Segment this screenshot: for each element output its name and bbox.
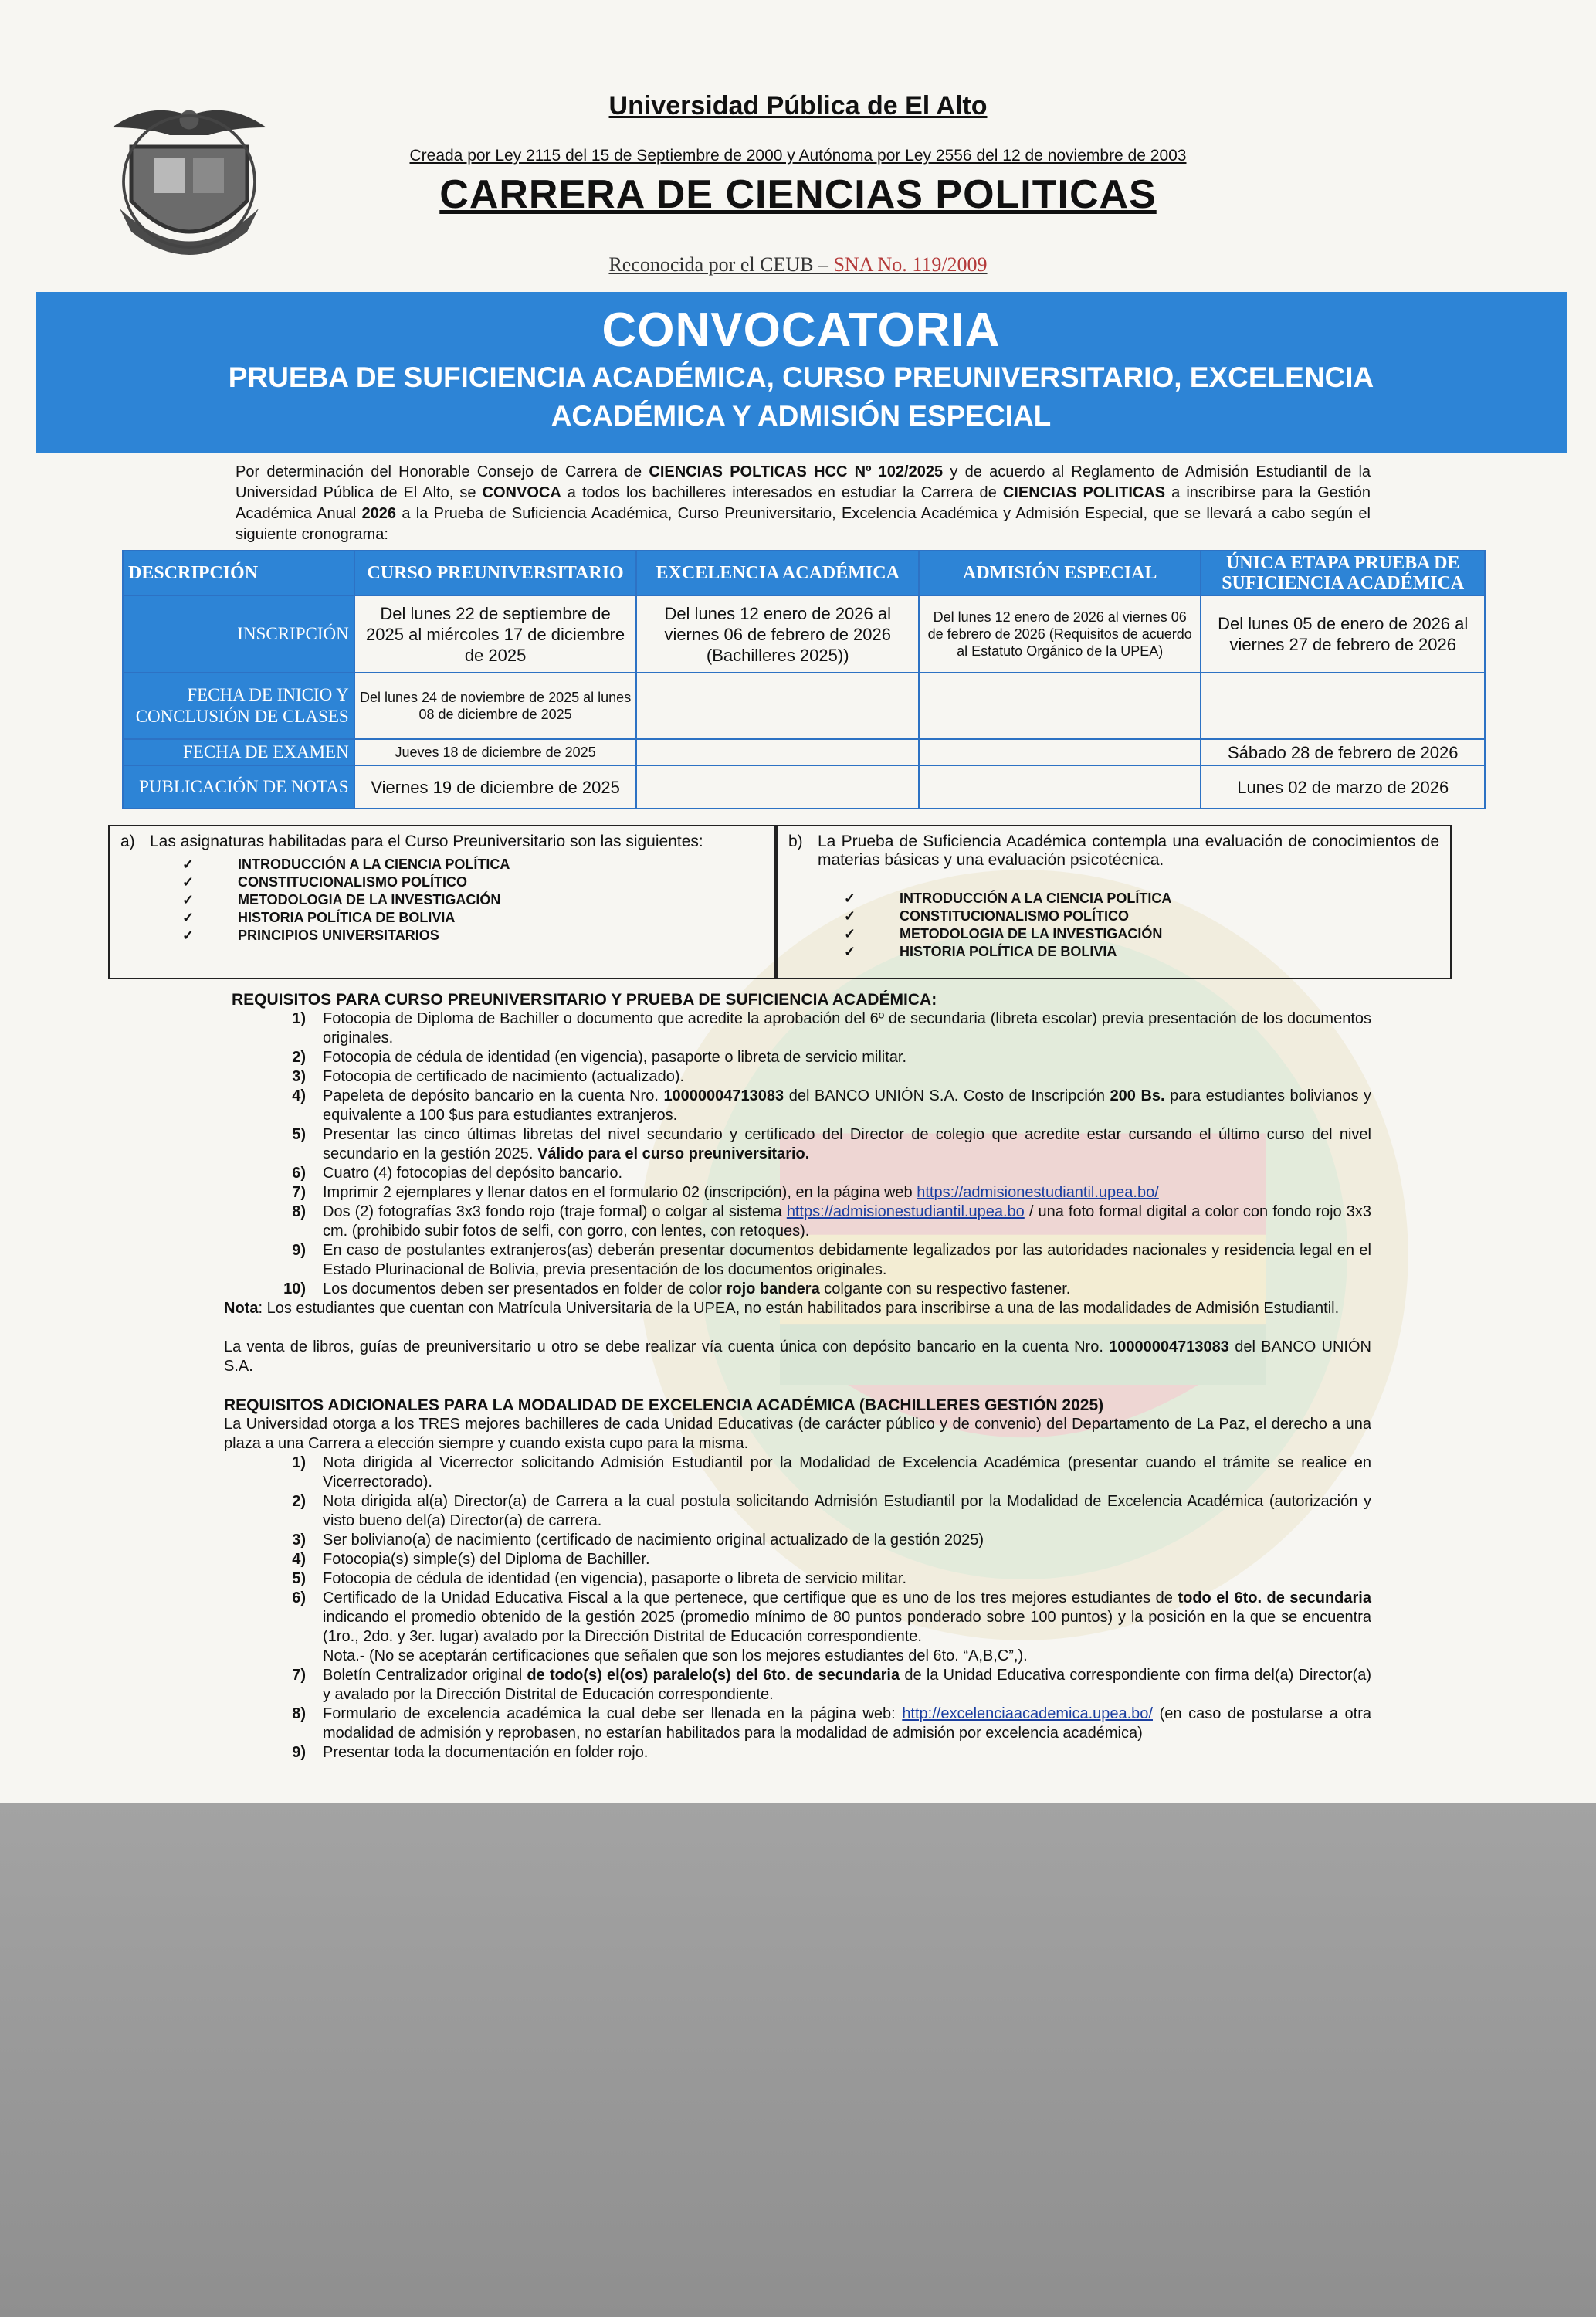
schedule-cell: Viernes 19 de diciembre de 2025	[354, 765, 637, 809]
schedule-cell: Lunes 02 de marzo de 2026	[1201, 765, 1485, 809]
list-item: 5) Presentar las cinco últimas libretas del nivel secundario y certificado del Director de colegio que acredite estar cursando el último curso del nivel secundario en la gestión 2025. Válido para el curso preuniversitario.	[292, 1126, 1371, 1162]
admision-system-link[interactable]: https://admisionestudiantil.upea.bo	[786, 1203, 1025, 1220]
list-item: ✓ PRINCIPIOS UNIVERSITARIOS	[120, 927, 764, 945]
schedule-cell: Sábado 28 de febrero de 2026	[1201, 739, 1485, 765]
row-label: INSCRIPCIÓN	[123, 595, 354, 673]
list-item: 1) Fotocopia de Diploma de Bachiller o documento que acredite la aprobación del 6º de secundaria (libreta escolar) previa presentación de los documentos originales.	[292, 1010, 1371, 1047]
list-item: 3) Fotocopia de certificado de nacimiento (actualizado).	[292, 1068, 685, 1085]
schedule-cell	[636, 739, 919, 765]
banner-title: CONVOCATORIA	[601, 304, 1001, 357]
schedule-cell: Del lunes 12 enero de 2026 al viernes 06 de febrero de 2026 (Requisitos de acuerdo al Estatuto Orgánico de la UPEA)	[919, 595, 1201, 673]
schedule-row-notas	[123, 765, 1485, 809]
subjects-list-b	[788, 890, 1439, 961]
checkmark-icon: ✓	[182, 910, 195, 925]
schedule-header: DESCRIPCIÓN	[123, 551, 354, 595]
checkmark-icon: ✓	[844, 944, 856, 959]
schedule-cell: Del lunes 22 de septiembre de 2025 al miércoles 17 de diciembre de 2025	[354, 595, 637, 673]
banner-subtitle-2: ACADÉMICA Y ADMISIÓN ESPECIAL	[551, 400, 1052, 432]
list-item: 2) Fotocopia de cédula de identidad (en vigencia), pasaporte o libreta de servicio militar.	[292, 1049, 906, 1066]
list-item: ✓ INTRODUCCIÓN A LA CIENCIA POLÍTICA	[788, 890, 1439, 907]
schedule-cell	[919, 765, 1201, 809]
list-item: 9) Presentar toda la documentación en folder rojo.	[292, 1744, 649, 1761]
row-label: FECHA DE EXAMEN	[123, 739, 354, 765]
row-label: FECHA DE INICIO Y CONCLUSIÓN DE CLASES	[123, 673, 354, 739]
subjects-box-a: a) Las asignaturas habilitadas para el Curso Preuniversitario son las siguientes: ✓ INTRODUCCIÓN A LA CIENCIA POLÍTICA ✓ CONSTITUCIONALISMO POLÍTICO ✓ METODOLOGIA DE LA INVESTIGACIÓN ✓ HISTORIA POLÍTICA DE BOLIVIA ✓ PRINCIPIOS UNIVERSITARIOS	[108, 825, 776, 979]
row-label: PUBLICACIÓN DE NOTAS	[123, 765, 354, 809]
checkmark-icon: ✓	[844, 926, 856, 941]
schedule-header: CURSO PREUNIVERSITARIO	[354, 551, 637, 595]
list-item: ✓ HISTORIA POLÍTICA DE BOLIVIA	[788, 943, 1439, 961]
checkmark-icon: ✓	[182, 892, 195, 907]
schedule-row-clases	[123, 673, 1485, 739]
list-item: 4) Fotocopia(s) simple(s) del Diploma de Bachiller.	[292, 1551, 650, 1568]
schedule-cell: Del lunes 12 enero de 2026 al viernes 06 de febrero de 2026 (Bachilleres 2025))	[636, 595, 919, 673]
list-item: 10) Los documentos deben ser presentados en folder de color rojo bandera colgante con su respectivo fastener.	[283, 1281, 1071, 1298]
recognition-line: Reconocida por el CEUB – SNA No. 119/2009	[608, 253, 988, 276]
schedule-row-examen	[123, 739, 1485, 765]
schedule-cell	[636, 765, 919, 809]
list-item: 7) Boletín Centralizador original de todo(s) el(os) paralelo(s) del 6to. de secundaria de la Unidad Educativa correspondiente con firma del(a) Director(a) y avalado por la Dirección Distrital de Educación correspondiente.	[292, 1667, 1371, 1703]
schedule-cell	[636, 673, 919, 739]
creation-law: Creada por Ley 2115 del 15 de Septiembre de 2000 y Autónoma por Ley 2556 del 12 de noviembre de 2003	[409, 147, 1187, 165]
list-item: 8) Formulario de excelencia académica la cual debe ser llenada en la página web: http://excelenciaacademica.upea.bo/ (en caso de postularse a otra modalidad de admisión y reprobasen, no estarían habilitados para la modalidad de admisión por excelencia académica)	[292, 1705, 1371, 1742]
list-item: ✓ CONSTITUCIONALISMO POLÍTICO	[120, 874, 764, 891]
checkmark-icon: ✓	[844, 891, 856, 906]
requirements-list-2	[224, 1454, 1371, 1762]
schedule-header: ADMISIÓN ESPECIAL	[919, 551, 1201, 595]
schedule-cell	[919, 739, 1201, 765]
checkmark-icon: ✓	[182, 857, 195, 872]
list-item: ✓ CONSTITUCIONALISMO POLÍTICO	[788, 907, 1439, 925]
list-item: ✓ METODOLOGIA DE LA INVESTIGACIÓN	[788, 925, 1439, 943]
checkmark-icon: ✓	[844, 908, 856, 924]
schedule-row-inscripcion	[123, 595, 1485, 673]
schedule-table	[122, 550, 1486, 809]
list-item: 6) Cuatro (4) fotocopias del depósito bancario.	[292, 1165, 623, 1182]
university-name: Universidad Pública de El Alto	[608, 91, 988, 120]
excelencia-link[interactable]: http://excelenciaacademica.upea.bo/	[902, 1705, 1153, 1722]
requirements-list-1	[224, 1009, 1371, 1299]
list-item: 6) Certificado de la Unidad Educativa Fiscal a la que pertenece, que certifique que es uno de los tres mejores estudiantes de todo el 6to. de secundaria indicando el promedio obtenido de la gestión 2025 (promedio mínimo de 80 puntos ponderado sobre 100 puntos) y la posición en la que se encuentra (1ro., 2do. y 3er. lugar) avalado por la Dirección Distrital de Educación correspondiente. Nota.- (No se aceptarán certificaciones que señalen que son los mejores estudiantes del 6to. “A,B,C”,).	[292, 1589, 1371, 1664]
requirements-section	[224, 990, 1371, 1762]
blank-area	[0, 1803, 1596, 2317]
list-item: 7) Imprimir 2 ejemplares y llenar datos en el formulario 02 (inscripción), en la página web https://admisionestudiantil.upea.bo/	[292, 1184, 1159, 1201]
schedule-cell	[1201, 673, 1485, 739]
schedule-cell	[919, 673, 1201, 739]
intro-paragraph: Por determinación del Honorable Consejo de Carrera de CIENCIAS POLTICAS HCC Nº 102/2025 y de acuerdo al Reglamento de Admisión Estudiantil de la Universidad Pública de El Alto, se CONVOCA a todos los bachilleres interesados en estudiar la Carrera de CIENCIAS POLITICAS a inscribirse para la Gestión Académica Anual 2026 a la Prueba de Suficiencia Académica, Curso Preuniversitario, Excelencia Académica y Admisión Especial, que se llevará a cabo según el siguiente cronograma:	[236, 463, 1371, 543]
list-item: 4) Papeleta de depósito bancario en la cuenta Nro. 10000004713083 del BANCO UNIÓN S.A. Costo de Inscripción 200 Bs. para estudiantes bolivianos y equivalente a 100 $us para estudiantes extranjeros.	[292, 1087, 1371, 1124]
banner-subtitle-1: PRUEBA DE SUFICIENCIA ACADÉMICA, CURSO PREUNIVERSITARIO, EXCELENCIA	[228, 361, 1374, 393]
announcement-banner	[36, 292, 1567, 453]
note-venta: La venta de libros, guías de preuniversitario u otro se debe realizar vía cuenta única con depósito bancario en la cuenta Nro. 10000004713083 del BANCO UNIÓN S.A.	[224, 1338, 1371, 1375]
checkmark-icon: ✓	[182, 874, 195, 890]
schedule-header: ÚNICA ETAPA PRUEBA DE SUFICIENCIA ACADÉMICA	[1201, 551, 1485, 595]
list-item: 9) En caso de postulantes extranjeros(as) deberán presentar documentos debidamente legalizados por las autoridades nacionales y residencia legal en el Estado Plurinacional de Bolivia, previa presentación de los documentos originales.	[292, 1242, 1371, 1278]
subjects-list-a	[120, 856, 764, 945]
schedule-cell: Del lunes 05 de enero de 2026 al viernes 27 de febrero de 2026	[1201, 595, 1485, 673]
excelencia-lead: La Universidad otorga a los TRES mejores bachilleres de cada Unidad Educativas (de carácter público y de convenio) del Departamento de La Paz, el derecho a una plaza a una Carrera a elección siempre y cuando exista cupo para la misma.	[224, 1416, 1371, 1452]
subjects-box-b: b) La Prueba de Suficiencia Académica contempla una evaluación de conocimientos de materias básicas y una evaluación psicotécnica. ✓ INTRODUCCIÓN A LA CIENCIA POLÍTICA ✓ CONSTITUCIONALISMO POLÍTICO ✓ METODOLOGIA DE LA INVESTIGACIÓN ✓ HISTORIA POLÍTICA DE BOLIVIA	[776, 825, 1452, 979]
section-title-excelencia: REQUISITOS ADICIONALES PARA LA MODALIDAD DE EXCELENCIA ACADÉMICA (BACHILLERES GESTIÓN 2025)	[224, 1396, 1104, 1414]
list-item: ✓ INTRODUCCIÓN A LA CIENCIA POLÍTICA	[120, 856, 764, 874]
career-title: CARRERA DE CIENCIAS POLITICAS	[439, 172, 1157, 217]
note-matricula: Nota: Los estudiantes que cuentan con Matrícula Universitaria de la UPEA, no están habilitados para inscribirse a una de las modalidades de Admisión Estudiantil.	[224, 1300, 1340, 1317]
list-item: 3) Ser boliviano(a) de nacimiento (certificado de nacimiento original actualizado de la gestión 2025)	[292, 1532, 984, 1549]
schedule-cell: Jueves 18 de diciembre de 2025	[354, 739, 637, 765]
list-item: 8) Dos (2) fotografías 3x3 fondo rojo (traje formal) o colgar al sistema https://admisionestudiantil.upea.bo / una foto formal digital a color con fondo rojo 3x3 cm. (prohibido subir fotos de selfi, con gorro, con lentes, con retoques).	[292, 1203, 1371, 1240]
schedule-cell: Del lunes 24 de noviembre de 2025 al lunes 08 de diciembre de 2025	[354, 673, 637, 739]
checkmark-icon: ✓	[182, 928, 195, 943]
schedule-header: EXCELENCIA ACADÉMICA	[636, 551, 919, 595]
list-item: 1) Nota dirigida al Vicerrector solicitando Admisión Estudiantil por la Modalidad de Excelencia Académica (presentar cuando el trámite se realice en Vicerrectorado).	[292, 1454, 1371, 1491]
list-item: ✓ HISTORIA POLÍTICA DE BOLIVIA	[120, 909, 764, 927]
list-item: ✓ METODOLOGIA DE LA INVESTIGACIÓN	[120, 891, 764, 909]
list-item: 2) Nota dirigida al(a) Director(a) de Carrera a la cual postula solicitando Admisión Estudiantil por la Modalidad de Excelencia Académica (autorización y visto bueno del(a) Director(a) de carrera.	[292, 1493, 1371, 1529]
admision-link[interactable]: https://admisionestudiantil.upea.bo/	[917, 1184, 1159, 1201]
schedule-header-row	[123, 551, 1485, 595]
section-title-preuniversitario: REQUISITOS PARA CURSO PREUNIVERSITARIO Y PRUEBA DE SUFICIENCIA ACADÉMICA:	[232, 991, 937, 1009]
list-item: 5) Fotocopia de cédula de identidad (en vigencia), pasaporte o libreta de servicio militar.	[292, 1570, 906, 1587]
